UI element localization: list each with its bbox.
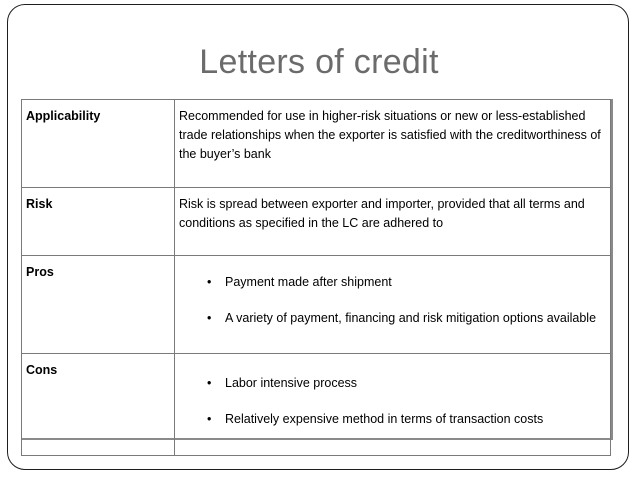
cons-list xyxy=(179,374,606,429)
comparison-table-container xyxy=(21,99,613,440)
row-cell-cons xyxy=(175,354,611,456)
row-text-risk: Risk is spread between exporter and importer, provided that all terms and conditions as specified in the LC are adhered to xyxy=(175,188,611,256)
row-label-cons: Cons xyxy=(22,354,175,456)
table-row-pros xyxy=(22,256,611,354)
row-label-risk: Risk xyxy=(22,188,175,256)
pros-item: • A variety of payment, financing and risk mitigation options available xyxy=(207,309,606,328)
comparison-table xyxy=(21,99,611,456)
cons-item: • Relatively expensive method in terms of transaction costs xyxy=(207,410,606,429)
pros-item: • Payment made after shipment xyxy=(207,273,606,292)
row-cell-pros xyxy=(175,256,611,354)
cons-item: • Labor intensive process xyxy=(207,374,606,393)
row-label-pros: Pros xyxy=(22,256,175,354)
table-row-risk xyxy=(22,188,611,256)
slide-title: Letters of credit xyxy=(199,43,439,81)
table-row-cons xyxy=(22,354,611,456)
row-label-applicability: Applicability xyxy=(22,100,175,188)
table-row-applicability xyxy=(22,100,611,188)
pros-list xyxy=(179,273,606,328)
row-text-applicability: Recommended for use in higher-risk situations or new or less-established trade relationships when the exporter is satisfied with the creditworthiness of the buyer’s bank xyxy=(175,100,611,188)
